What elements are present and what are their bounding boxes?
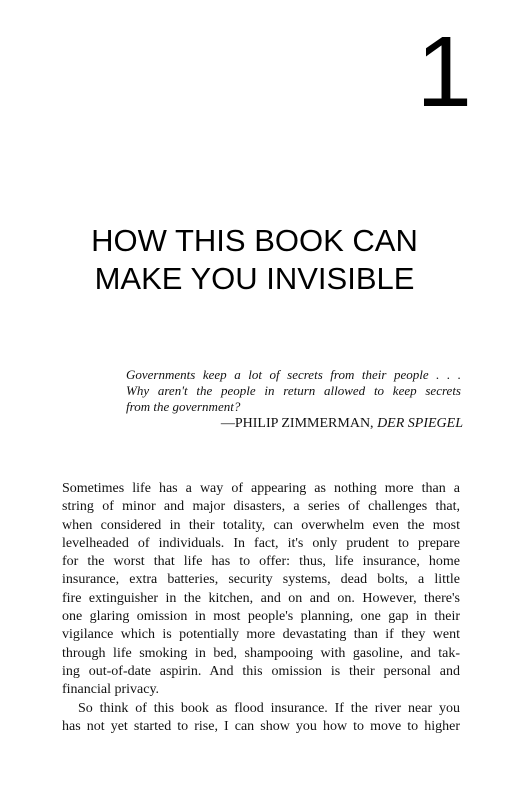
paragraph-2-line: So think of this book as flood insurance. If the river near you [78, 700, 460, 716]
chapter-number: 1 [416, 16, 468, 128]
epigraph-quote [126, 367, 461, 415]
paragraph-1-line: fire extinguisher in the kitchen, and on and on. However, there's [62, 590, 460, 606]
paragraph-1-line: when considered in their totality, can overwhelm even the most [62, 517, 460, 533]
attribution-source: DER SPIEGEL [377, 416, 463, 431]
paragraph-1-line: one glaring omission in most people's planning, one gap in their [62, 609, 460, 625]
epigraph-attribution [221, 415, 463, 433]
paragraph-1-line: levelheaded of individuals. In fact, it's only prudent to prepare [62, 535, 460, 551]
epigraph-line: Why aren't the people in return allowed to keep secrets [126, 383, 461, 398]
paragraph-2-line: has not yet started to rise, I can show you how to move to higher [62, 718, 460, 734]
paragraph-1-line: for the worst that life has to offer: thus, life insurance, home [62, 554, 460, 570]
paragraph-1-line: through life smoking in bed, shampooing with gasoline, and tak- [62, 645, 460, 661]
body-text [62, 480, 460, 736]
chapter-title-line: MAKE YOU INVISIBLE [94, 261, 415, 296]
chapter-title [0, 222, 509, 298]
paragraph-1-line: Sometimes life has a way of appearing as nothing more than a [62, 481, 460, 496]
epigraph-line: from the government? [126, 399, 241, 414]
paragraph-1-line: ing out-of-date aspirin. And this omission is their personal and [62, 663, 460, 679]
paragraph-1-line: string of minor and major disasters, a series of challenges that, [62, 499, 460, 515]
chapter-title-line: HOW THIS BOOK CAN [91, 223, 418, 258]
attribution-author: —PHILIP ZIMMERMAN, [220, 416, 378, 431]
epigraph-line: Governments keep a lot of secrets from their people . . . [126, 367, 461, 382]
paragraph-1-line: insurance, extra batteries, security systems, dead bolts, a little [62, 572, 460, 588]
paragraph-1-line: vigilance which is potentially more devastating than if they went [62, 627, 460, 643]
paragraph-1-line: financial privacy. [62, 682, 160, 698]
